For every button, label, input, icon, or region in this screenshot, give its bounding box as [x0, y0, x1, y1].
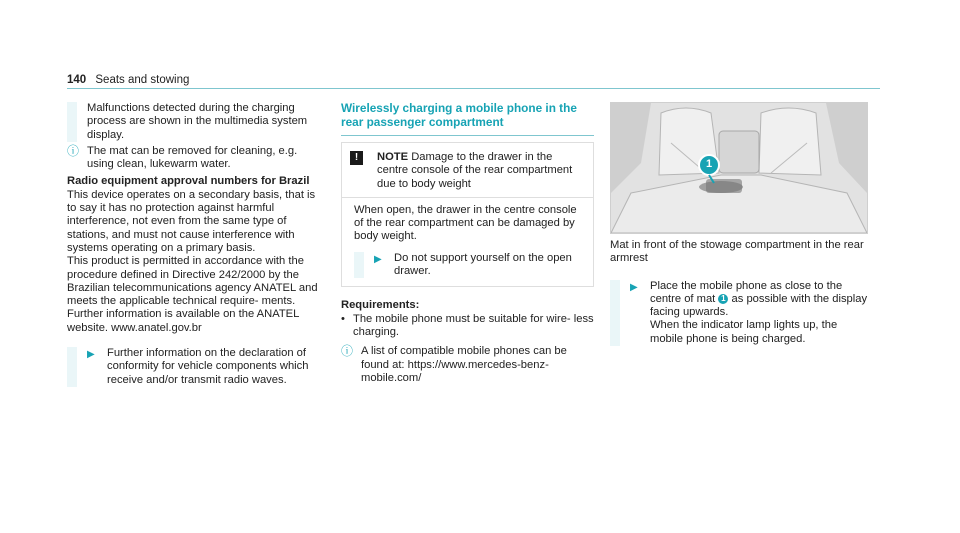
text-block: [67, 102, 321, 142]
paragraph: Further information is available on the ANATEL website. www.anatel.gov.br: [67, 308, 299, 334]
info-text: A list of compatible mobile phones can be found at: https://www.mercedes-benz-mobile.com/: [361, 345, 567, 384]
step: [374, 252, 583, 279]
requirements-heading: Requirements:: [341, 299, 420, 312]
info-note: [67, 145, 321, 172]
photo-illustration: [611, 103, 867, 233]
info-icon: ⓘ: [67, 143, 80, 158]
chapter-title: Seats and stowing: [95, 74, 190, 86]
note-text: [377, 151, 585, 191]
step-text-a: Place the mobile phone as close to the centre of mat: [650, 279, 843, 305]
column-2: [341, 102, 594, 385]
column-3: [610, 102, 870, 346]
step: [630, 280, 870, 346]
step-block: [67, 347, 321, 387]
info-note: [341, 345, 594, 385]
step-text-c: When the indicator lamp lights up, the mobile phone is being charged.: [650, 319, 838, 345]
warning-icon: !: [350, 151, 363, 165]
note-body-text: When open, the drawer in the centre console of the rear compartment can be damaged by body weight.: [354, 203, 577, 243]
section-title: Wirelessly charging a mobile phone in the rear passenger compartment: [341, 101, 577, 129]
step-arrow-icon: ▶: [87, 349, 95, 361]
note-description: Damage to the drawer in the centre console of the rear compartment due to body weight: [377, 151, 573, 190]
note-body: [342, 197, 593, 286]
requirement-item: [341, 313, 594, 340]
step-arrow-icon: ▶: [630, 281, 638, 293]
title-divider: [341, 135, 594, 136]
info-icon: ⓘ: [341, 344, 354, 359]
step-text: Further information on the declaration of conformity for vehicle components which receive and/or transmit radio waves.: [107, 347, 309, 386]
page-number: 140: [67, 74, 87, 86]
note-box: [341, 142, 594, 287]
step-arrow-icon: ▶: [374, 253, 382, 265]
header-divider: [67, 88, 880, 89]
page-header: [67, 74, 189, 86]
callout-badge: 1: [718, 294, 728, 304]
section-heading: Radio equipment approval numbers for Brazil: [67, 175, 310, 188]
note-header: [342, 143, 593, 197]
requirement-text: The mobile phone must be suitable for wire- less charging.: [353, 312, 594, 338]
info-text: The mat can be removed for cleaning, e.g. using clean, lukewarm water.: [87, 144, 298, 171]
column-1: [67, 102, 321, 387]
paragraph: This product is permitted in accordance with the procedure defined in Directive 242/2000 by the Brazilian telecommunications agency ANATEL and meets the applicable technical require- ments.: [67, 255, 318, 308]
step-text: [650, 280, 870, 346]
vehicle-interior-photo: [610, 102, 868, 234]
paragraph: This device operates on a secondary basis, that is to say it has no protection against harmful interference, not even from the same type of stations, and must not cause interference with systems operating on a primary basis.: [67, 188, 316, 254]
step-block: [610, 280, 870, 346]
callout-badge: 1: [705, 158, 713, 170]
step-text-b: as possible with the display facing upwards.: [650, 292, 868, 319]
note-label: NOTE: [377, 151, 409, 163]
step-text: Do not support yourself on the open drawer.: [394, 251, 572, 278]
photo-caption: Mat in front of the stowage compartment in the rear armrest: [610, 239, 864, 265]
step: [87, 347, 321, 387]
bullet-icon: •: [341, 312, 345, 325]
paragraph: Malfunctions detected during the charging process are shown in the multimedia system display.: [87, 102, 308, 141]
note-step: [354, 252, 583, 279]
